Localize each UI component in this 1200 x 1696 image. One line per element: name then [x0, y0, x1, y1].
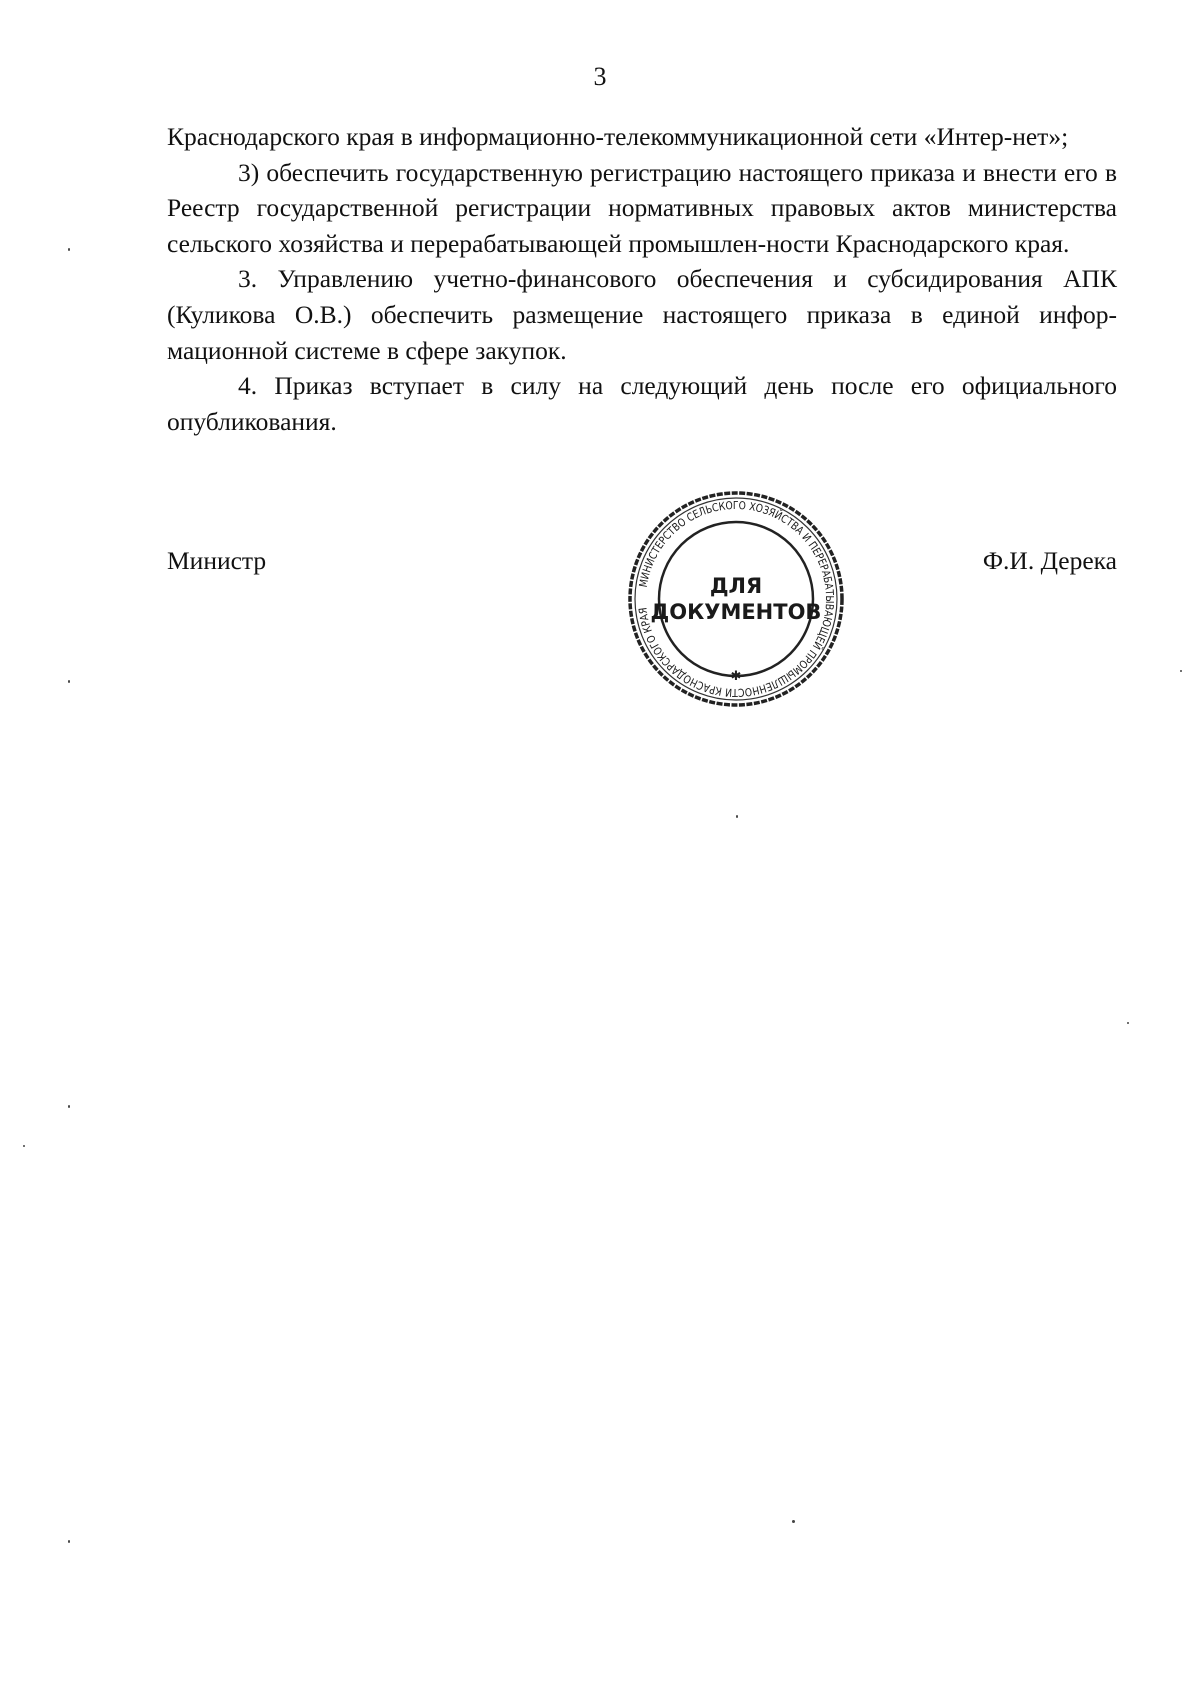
scan-speck	[68, 1540, 70, 1543]
seal-ring-text: МИНИСТЕРСТВО СЕЛЬСКОГО ХОЗЯЙСТВА И ПЕРЕРАБАТЫВАЮЩЕЙ ПРОМЫШЛЕННОСТИ КРАСНОДАРСКОГО КРАЯ	[636, 498, 837, 700]
seal-star-icon: ✱	[730, 669, 742, 684]
scan-speck	[23, 1145, 25, 1147]
seal-inner-ring	[659, 522, 813, 676]
scan-speck	[1127, 1022, 1129, 1024]
paragraph-item-4-effective: 4. Приказ вступает в силу на следующий день после его официального опубликования.	[167, 371, 1117, 436]
signatory-title: Министр	[167, 546, 267, 575]
document-body	[167, 119, 1117, 439]
paragraph-item-3-procurement: 3. Управлению учетно-финансового обеспечения и субсидирования АПК (Куликова О.В.) обеспечить размещение настоящего приказа в единой инфор-мационной системе в сфере закупок.	[167, 264, 1117, 365]
seal-center-line-2: ДОКУМЕНТОВ	[650, 600, 822, 624]
paragraph-item-3-registration: 3) обеспечить государственную регистрацию настоящего приказа и внести его в Реестр государственной регистрации нормативных правовых актов министерства сельского хозяйства и перерабатывающей промышлен-ности Краснодарского края.	[167, 157, 1117, 258]
page-number: 3	[593, 62, 607, 91]
scan-speck	[68, 248, 70, 251]
scan-speck	[1180, 670, 1182, 672]
signatory-name: Ф.И. Дерека	[982, 546, 1117, 575]
official-seal	[625, 488, 847, 710]
scan-speck	[736, 815, 738, 818]
scan-speck	[792, 1520, 795, 1523]
scan-speck	[68, 1105, 70, 1108]
seal-center-line-1: ДЛЯ	[709, 574, 763, 598]
scan-speck	[68, 680, 70, 683]
paragraph-continuation: Краснодарского края в информационно-телекоммуникационной сети «Интер-нет»;	[167, 122, 1069, 151]
